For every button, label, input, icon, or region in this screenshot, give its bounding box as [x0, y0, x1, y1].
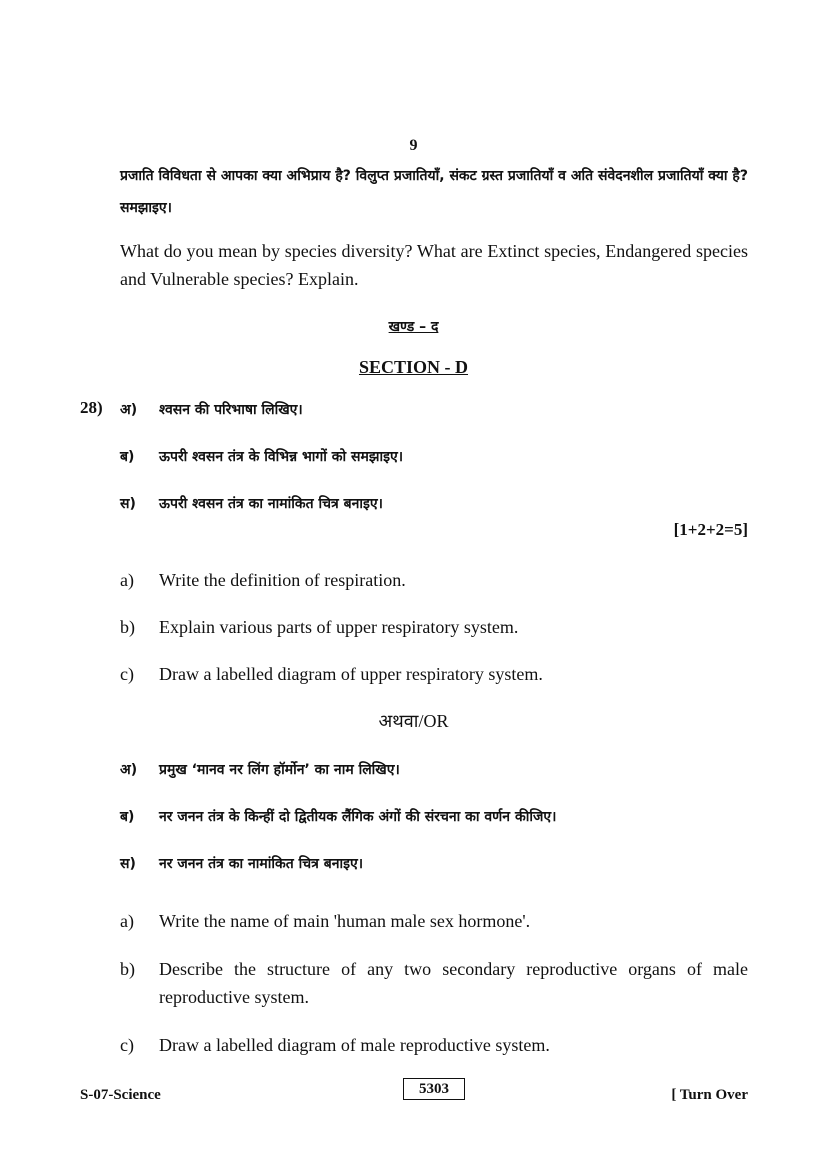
- part-text: Draw a labelled diagram of upper respiratory system.: [159, 664, 543, 684]
- part-text: प्रमुख ‘मानव नर लिंग हॉर्मोन’ का नाम लिखिए।: [159, 762, 400, 778]
- paper-code: S-07-Science: [80, 1087, 161, 1103]
- part-label: स): [120, 496, 136, 512]
- part-label: ब): [120, 809, 135, 825]
- part-label: ब): [120, 449, 135, 465]
- section-heading-english: [0, 357, 827, 378]
- or-separator: अथवा/OR: [378, 711, 449, 731]
- part-text: Draw a labelled diagram of male reproductive system.: [159, 1035, 550, 1055]
- part-label: अ): [120, 762, 138, 778]
- part-text: नर जनन तंत्र के किन्हीं दो द्वितीयक लैंगिक अंगों की संरचना का वर्णन कीजिए।: [159, 809, 557, 825]
- marks-distribution: [1+2+2=5]: [673, 520, 748, 539]
- q27-hindi-text: प्रजाति विविधता से आपका क्या अभिप्राय है? विलुप्त प्रजातियाँ, संकट ग्रस्त प्रजातियाँ व अति संवेदनशील प्रजातियाँ क्या है? समझाइए।: [120, 168, 748, 216]
- part-text: ऊपरी श्वसन तंत्र का नामांकित चित्र बनाइए।: [159, 496, 383, 512]
- part-label: a): [120, 570, 134, 590]
- part-label: b): [120, 959, 135, 979]
- part-text: नर जनन तंत्र का नामांकित चित्र बनाइए।: [159, 856, 364, 872]
- question-number: 28): [80, 398, 103, 417]
- part-label: अ): [120, 402, 138, 418]
- q27-english-text: What do you mean by species diversity? What are Extinct species, Endangered species and Vulnerable species? Explain.: [120, 241, 748, 289]
- part-label: b): [120, 617, 135, 637]
- part-text: ऊपरी श्वसन तंत्र के विभिन्न भागों को समझाइए।: [159, 449, 404, 465]
- part-text: Describe the structure of any two secondary reproductive organs of male reproductive system.: [159, 959, 748, 1007]
- part-text: श्वसन की परिभाषा लिखिए।: [159, 402, 303, 418]
- part-label: स): [120, 856, 136, 872]
- part-label: a): [120, 911, 134, 931]
- part-text: Write the definition of respiration.: [159, 570, 406, 590]
- turn-over-note: [ Turn Over: [671, 1087, 748, 1103]
- page-number: 9: [409, 137, 418, 154]
- section-heading-hindi: [0, 317, 827, 337]
- section-english-label: SECTION - D: [358, 357, 469, 377]
- part-text: Explain various parts of upper respiratory system.: [159, 617, 519, 637]
- part-text: Write the name of main 'human male sex hormone'.: [159, 911, 531, 931]
- part-label: c): [120, 1035, 134, 1055]
- section-hindi-label: खण्ड – द: [388, 319, 439, 335]
- part-label: c): [120, 664, 134, 684]
- page-box-number: 5303: [403, 1078, 465, 1100]
